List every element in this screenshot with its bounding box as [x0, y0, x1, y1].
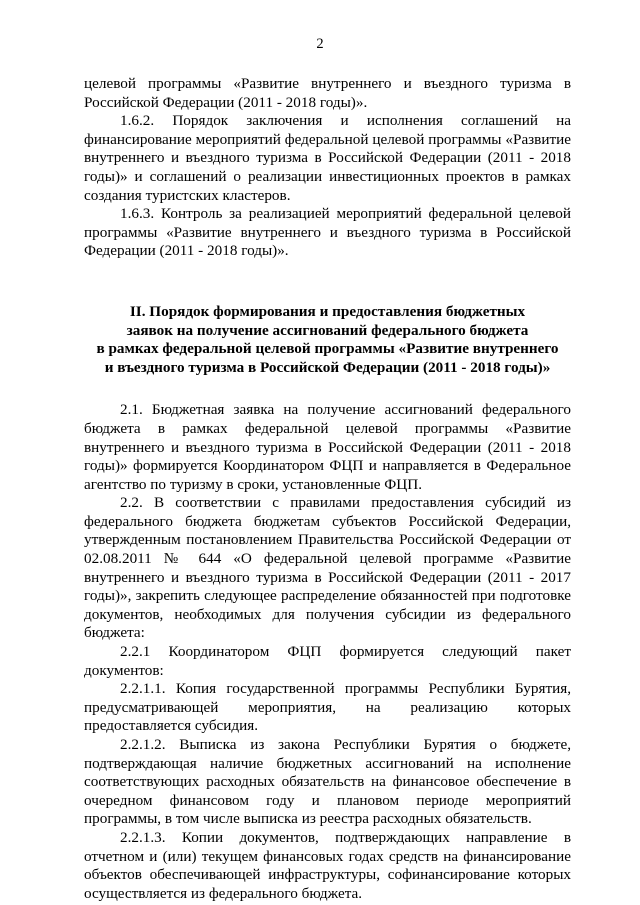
paragraph-1-continuation: целевой программы «Развитие внутреннего и въездного туризма в Российской Федерации (2011 - 2018 годы)».: [84, 75, 571, 111]
spacer: [84, 377, 571, 401]
document-body: [84, 75, 571, 903]
spacer: [84, 261, 571, 303]
paragraph-2-2-1-1: 2.2.1.1. Копия государственной программы Республики Бурятия, предусматривающей мероприятия, на реализацию которых предоставляется субсидия.: [84, 680, 571, 735]
heading-line: II. Порядок формирования и предоставления бюджетных: [129, 302, 526, 320]
paragraph-2-2-1-2: 2.2.1.2. Выписка из закона Республики Бурятия о бюджете, подтверждающая наличие бюджетных ассигнований на исполнение соответствующих расходных обязательств на финансовое обеспечение в очередном финансовом году и плановом периоде мероприятий программы, в том числе выписка из реестра расходных обязательств.: [84, 736, 571, 828]
paragraph-1-6-3: 1.6.3. Контроль за реализацией мероприятий федеральной целевой программы «Развитие внутреннего и въездного туризма в Российской Федерации (2011 - 2018 годы)».: [84, 205, 571, 260]
paragraph-2-2-1-3: 2.2.1.3. Копии документов, подтверждающих направление в отчетном и (или) текущем финансовых годах средств на финансирование объектов обеспечивающей инфраструктуры, софинансирование которых осуществляется из федерального бюджета.: [84, 828, 571, 902]
paragraph-1-6-2: 1.6.2. Порядок заключения и исполнения соглашений на финансирование мероприятий федеральной целевой программы «Развитие внутреннего и въездного туризма в Российской Федерации (2011 - 2018 годы)» и соглашений о реализации инвестиционных проектов в рамках создания туристских кластеров.: [84, 112, 571, 204]
heading-line: и въездного туризма в Российской Федерации (2011 - 2018 годы)»: [104, 358, 551, 376]
paragraph-2-1: 2.1. Бюджетная заявка на получение ассигнований федерального бюджета в рамках федеральной целевой программы «Развитие внутреннего и въездного туризма в Российской Федерации (2011 - 2018 годы)» формируется Координатором ФЦП и направляется в Федеральное агентство по туризму в сроки, установленные ФЦП.: [84, 401, 571, 493]
heading-line: заявок на получение ассигнований федерального бюджета: [126, 321, 529, 339]
page-number: 2: [316, 36, 324, 52]
heading-line: в рамках федеральной целевой программы «Развитие внутреннего: [96, 340, 559, 358]
section-2: [84, 401, 571, 903]
section-1: [84, 75, 571, 261]
paragraph-2-2-1: 2.2.1 Координатором ФЦП формируется следующий пакет документов:: [84, 643, 571, 679]
section-2-heading: [84, 303, 571, 377]
paragraph-2-2: 2.2. В соответствии с правилами предоставления субсидий из федерального бюджета бюджетам субъектов Российской Федерации, утвержденным постановлением Правительства Российской Федерации от 02.08.2011 № 644 «О федеральной целевой программе «Развитие внутреннего и въездного туризма в Российской Федерации (2011 - 2017 годы)», закрепить следующее распределение обязанностей при подготовке документов, необходимых для получения субсидии из федерального бюджета:: [84, 494, 571, 642]
